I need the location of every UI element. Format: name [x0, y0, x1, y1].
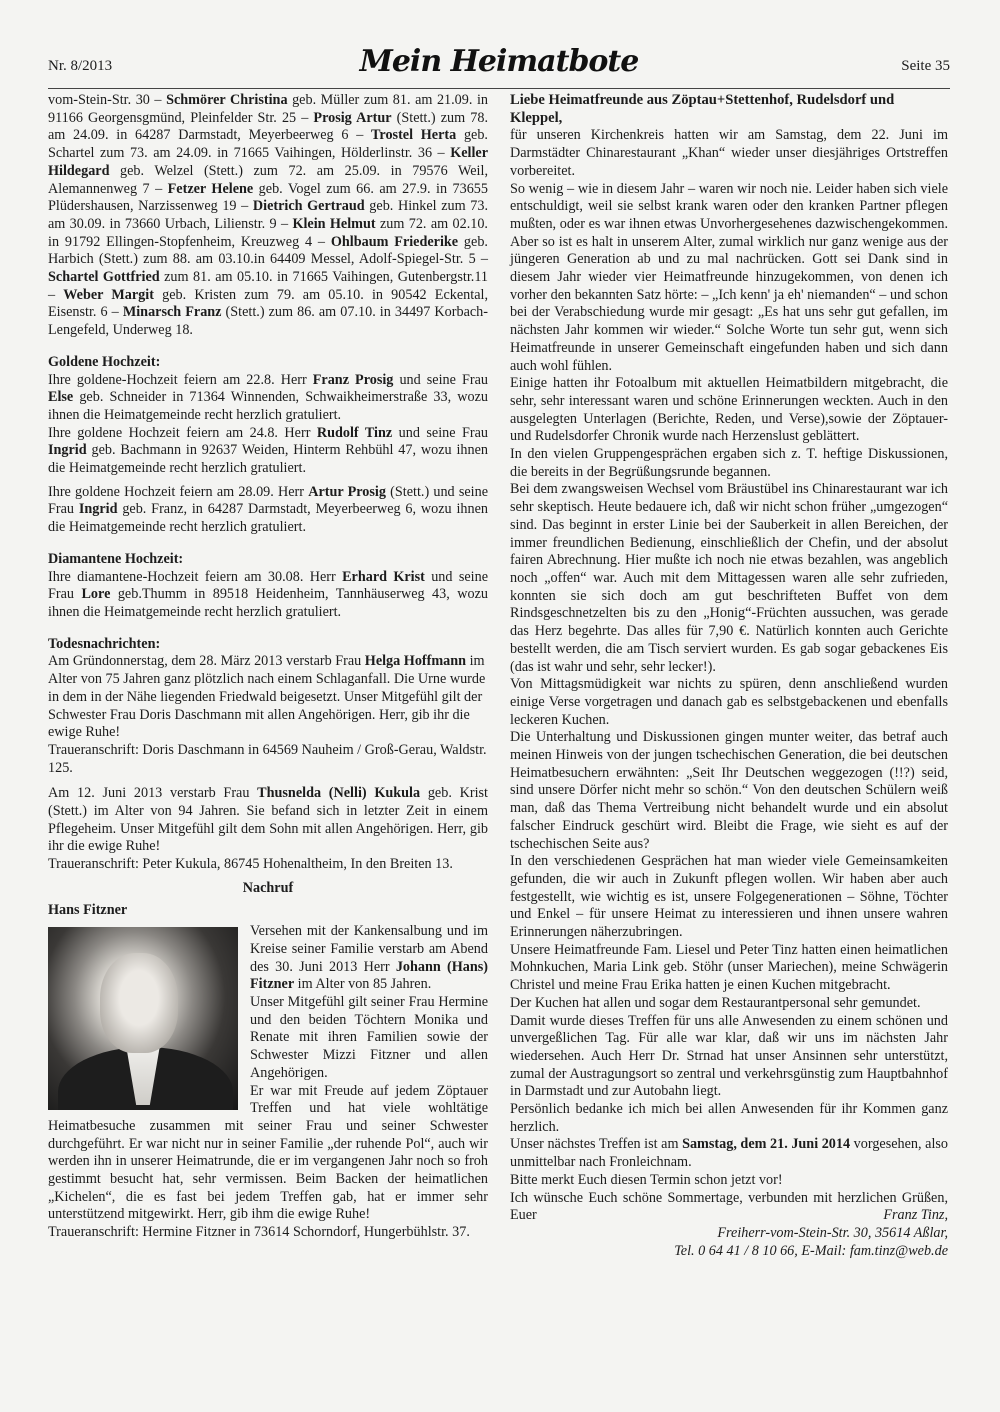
letter-title: Liebe Heimatfreunde aus Zöptau+Stettenhof, Rudelsdorf und Kleppel,: [510, 92, 895, 126]
obituary-address: Traueranschrift: Doris Daschmann in 64569 Nauheim / Groß-Gerau, Waldstr. 125.: [48, 741, 487, 776]
text-run: (Stett.) zum 86. am 07.10. in 34497 Korbach-Lengefeld, Underweg 18.: [48, 304, 488, 339]
name-bold: Artur Prosig: [308, 483, 386, 500]
text-run: Ihre diamantene-Hochzeit feiern am 30.08. Herr: [48, 568, 343, 585]
name-bold: Lore: [81, 586, 111, 603]
text-run: Ihre goldene-Hochzeit feiern am 22.8. Herr: [48, 371, 313, 388]
nachruf-paragraph: Er war mit Freude auf jedem Zöptauer Treffen und hat viele wohltätige Heimatbesuche zusammen mit seiner Frau und seiner Schwester durchgeführt. Er war nicht nur in seiner Familie „der ruhende Pol“, auch wir werden ihn in unserer Heimatrunde, die er im vergangenen Jahr noch so froh gestimmt besucht hat, sehr vermissen. Beim Backen der heimatlichen „Kichelen“, die es fast bei jedem Treffen gab, hat er immer sehr unterstützend mitgewirkt. Herr, gib ihm die ewige Ruhe!: [48, 1082, 488, 1223]
text-run: zum 72. am 02.10. in 91792 Ellingen-Stopfenheim, Kreuzweg 4 –: [48, 215, 488, 250]
text-run: geb. Harbich (Stett.) zum 88. am 03.10.in 64409 Messel, Adolf-Spiegel-Str. 5 –: [48, 233, 488, 268]
birthday-list: [48, 92, 488, 340]
nachruf-paragraph: Unser Mitgefühl gilt seiner Frau Hermine und den beiden Töchtern Monika und Renate mit ihren Familien sowie der Schwester Mizzi Fitzner und allen Angehörigen.: [250, 994, 488, 1081]
text-run: und seine Frau: [392, 424, 488, 441]
text-run: geb.Thumm in 89518 Heidenheim, Tannhäuserweg 43, wozu ihnen die Heimatgemeinde recht herzlich gratuliert.: [48, 586, 488, 620]
letter-paragraph: Einige hatten ihr Fotoalbum mit aktuellen Heimatbildern mitgebracht, die sehr, sehr interessant waren und schöne Erinnerungen weckten. Auch in den ausgelegten Unterlagen (Berichte, Reden, und Verse),sowie der Zöptauer- und Rudelsdorfer Chronik wurde nach Herzenslust geblättert.: [510, 375, 948, 445]
next-meeting: [510, 1136, 948, 1171]
text-run: geb. Bachmann in 92637 Weiden, Hinterm Rehbühl 47, wozu ihnen die Heimatgemeinde recht herzlich gratuliert.: [48, 442, 488, 477]
name-bold: Samstag, dem 21. Juni 2014: [682, 1136, 851, 1153]
nachruf-address: Traueranschrift: Hermine Fitzner in 73614 Schorndorf, Hungerbühlstr. 37.: [48, 1224, 470, 1241]
text-run: Am Gründonnerstag, dem 28. März 2013 verstarb Frau: [48, 653, 365, 670]
text-run: (Stett.) und seine Frau: [48, 483, 488, 518]
name-bold: Helga Hoffmann: [364, 653, 467, 670]
text-run: und seine Frau: [48, 568, 488, 603]
name-bold: Dietrich Gertraud: [252, 198, 365, 215]
obituary-entry: [48, 653, 488, 742]
text-run: Versehen mit der Kankensalbung und im Kreise seiner Familie verstarb am Abend des 30. Juni 2013 Herr: [250, 923, 488, 975]
nachruf-name: Hans Fitzner: [48, 901, 128, 918]
diamond-wedding-entry: [48, 569, 488, 622]
issue-number: Nr. 8/2013: [48, 58, 113, 74]
reminder: Bitte merkt Euch diesen Termin schon jetzt vor!: [510, 1171, 783, 1188]
letter-paragraph: Unsere Heimatfreunde Fam. Liesel und Peter Tinz hatten einen heimatlichen Mohnkuchen, Maria Link geb. Stöhr (unser Mariechen), meine Schwägerin Christel und meine Frau Erika hatten je einen Kuchen mitgebracht.: [510, 941, 948, 994]
text-run: vom-Stein-Str. 30 –: [48, 92, 167, 108]
letter-paragraph: Der Kuchen hat allen und sogar dem Restaurantpersonal sehr gemundet.: [510, 994, 921, 1011]
name-bold: Fetzer Helene: [167, 180, 254, 197]
name-bold: Schartel Gottfried: [48, 269, 160, 286]
page-number: Seite 35: [901, 58, 950, 74]
name-bold: Ohlbaum Friederike: [330, 233, 459, 250]
right-column: [510, 92, 948, 1260]
letter-paragraph: In den verschiedenen Gesprächen hat man wieder viele Gemeinsamkeiten gefunden, die wir auch in Zukunft pflegen wollen. Wir haben aber auch festgestellt, wie wichtig es ist, unsere Folgegenerationen – Söhne, Töchter und Enkel – für unsere Heimat zu interessieren und ihnen unsere wahren Erinnerungen näherzubringen.: [510, 853, 948, 941]
text-run: im Alter von 85 Jahren.: [294, 976, 432, 993]
name-bold: Johann (Hans) Fitzner: [250, 958, 488, 993]
nachruf-heading: Nachruf: [242, 879, 294, 896]
name-bold: Ingrid: [48, 442, 87, 459]
closing: Ich wünsche Euch schöne Sommertage, verbunden mit herzlichen Grüßen, Euer: [510, 1189, 948, 1224]
text-run: vorgesehen, also unmittelbar nach Fronleichnam.: [510, 1136, 948, 1171]
signature-contact: Tel. 0 64 41 / 8 10 66, E-Mail: fam.tinz@web.de: [674, 1242, 948, 1259]
text-run: geb. Welzel (Stett.) zum 72. am 25.09. in 79576 Weil, Alemannenweg 7 –: [48, 162, 488, 197]
masthead-logo: Mein Heimatbote: [359, 44, 639, 79]
header-rule: [48, 88, 950, 89]
letter-paragraph: Damit wurde dieses Treffen für uns alle Anwesenden zu einem schönen und unvergeßlichen Tag. Für alle war klar, daß wir uns im nächsten Jahr wiedersehen. Auch Herr Dr. Strnad hat unser Ansinnen sehr unterstützt, zumal der Austragungsort so zentral und verkehrsgünstig zum Hauptbahnhof in Darmstadt und zur Autobahn liegt.: [510, 1012, 948, 1100]
text-run: geb. Hinkel zum 73. am 30.09. in 73660 Urbach, Lilienstr. 9 –: [48, 198, 488, 232]
letter-paragraph: Bei dem zwangsweisen Wechsel vom Bräustübel ins Chinarestaurant war ich sehr skeptisch. Heute bedauere ich, daß wir nicht schon früher „umgezogen“ sind. Das beginnt in erster Linie bei der Sauberkeit in allen Bereichen, der immer freundlichen Bedienung, einschließlich der Chefin, und der absolut fairen Abrechnung. Hier mußte ich noch nie etwas bezahlen, was angeblich noch „offen“ war. Auch mit dem Mittagessen waren alle sehr zufrieden, konnten sie sich doch am gut beschrifteten Buffet von dem Rindsgeschnetzelten bis zu den „Honig“-Früchten aussuchen, was gerade das Herz begehrte. Das alles für 7,90 €. Natürlich konnten auch Gerichte bestellt werden, die am Tisch serviert wurden. Es gab sogar gebackenes Eis (das ist wahr und sehr, sehr lecker!).: [510, 481, 948, 675]
name-bold: Keller Hildegard: [48, 145, 488, 179]
letter-paragraph: Von Mittagsmüdigkeit war nichts zu spüren, denn anschließend wurden einige Verse vorgetragen und danach gab es selbstgebackenen und ebenfalls leckeren Kuchen.: [510, 676, 948, 728]
name-bold: Schmörer Christina: [166, 92, 288, 108]
golden-wedding-entry: [48, 484, 488, 537]
portrait-photo: [48, 927, 238, 1110]
name-bold: Weber Margit: [63, 286, 154, 303]
page-header: [48, 44, 950, 84]
text-run: geb. Krist (Stett.) im Alter von 94 Jahren. Sie befand sich in letzter Zeit in einem Pflegeheim. Unser Mitgefühl gilt dem Sohn mit allen Angehörigen. Herr, gib ihr die ewige Ruhe!: [48, 785, 488, 855]
text-run: (Stett.) zum 78. am 24.09. in 64287 Darmstadt, Meyerbeerweg 6 –: [48, 109, 488, 144]
text-run: geb. Franz, in 64287 Darmstadt, Meyerbeerweg 6, wozu ihnen die Heimatgemeinde recht herzlich gratuliert.: [48, 501, 488, 536]
name-bold: Prosig Artur: [313, 109, 392, 126]
signature-address: Freiherr-vom-Stein-Str. 30, 35614 Aßlar,: [717, 1225, 948, 1242]
name-bold: Ingrid: [78, 501, 118, 518]
name-bold: Erhard Krist: [342, 568, 425, 585]
text-run: geb. Kristen zum 79. am 05.10. in 90542 Eckental, Eisenstr. 6 –: [48, 286, 488, 321]
text-run: geb. Schneider in 71364 Winnenden, Schwaikheimerstraße 33, wozu ihnen die Heimatgemeinde recht herzlich gratuliert.: [48, 389, 488, 423]
text-run: Ihre goldene Hochzeit feiern am 24.8. Herr: [48, 424, 317, 441]
name-bold: Franz Prosig: [312, 371, 394, 388]
text-run: geb. Schartel zum 73. am 24.09. in 71665 Vaihingen, Hölderlinstr. 36 –: [48, 127, 488, 162]
name-bold: Klein Helmut: [292, 215, 376, 232]
text-run: und seine Frau: [393, 371, 488, 388]
text-run: geb. Müller zum 81. am 21.09. in 91166 Georgensgmünd, Pleinfelder Str. 25 –: [48, 92, 488, 126]
text-run: Ihre goldene Hochzeit feiern am 28.09. Herr: [48, 483, 309, 500]
obituaries-heading: Todesnachrichten:: [48, 635, 161, 652]
obituary-address: Traueranschrift: Peter Kukula, 86745 Hohenaltheim, In den Breiten 13.: [48, 856, 453, 873]
text-run: zum 81. am 05.10. in 71665 Vaihingen, Gutenbergstr.11 –: [48, 269, 488, 303]
name-bold: Else: [48, 389, 74, 406]
left-column: [48, 92, 488, 1242]
diamond-wedding-heading: Diamantene Hochzeit:: [48, 550, 184, 567]
text-run: Unser nächstes Treffen ist am: [510, 1136, 683, 1153]
letter-paragraph: Die Unterhaltung und Diskussionen gingen munter weiter, das betraf auch meinen Hinweis von der jungen tschechischen Generation, die bei deutschen Heimatbesuchern erwähnten: „Seit Ihr Deutschen weggezogen (!!?) seid, sind unsere Dörfer nicht mehr so schön.“ Von den deutschen Schülern weiß man, daß das Thema Vertreibung nicht behandelt wurde und ein absolut falscher Eindruck geschürt wird. Bleibt die Frage, wie sieht es auf der tschechischen Seite aus?: [510, 729, 948, 852]
letter-body: [510, 127, 948, 1136]
name-bold: Rudolf Tinz: [316, 424, 393, 441]
name-bold: Minarsch Franz: [122, 304, 222, 321]
letter-paragraph: In den vielen Gruppengesprächen ergaben sich z. T. heftige Diskussionen, die bereits in der Begrüßungsrunde begannen.: [510, 446, 948, 480]
golden-wedding-heading: Goldene Hochzeit:: [48, 353, 161, 370]
name-bold: Thusnelda (Nelli) Kukula: [257, 785, 421, 802]
name-bold: Trostel Herta: [371, 127, 457, 144]
letter-paragraph: Persönlich bedanke ich mich bei allen Anwesenden für ihr Kommen ganz herzlich.: [510, 1101, 948, 1135]
golden-wedding-entry: [48, 372, 488, 425]
obituary-entry: [48, 785, 488, 856]
signature-name: Franz Tinz,: [883, 1207, 948, 1224]
letter-paragraph: für unseren Kirchenkreis hatten wir am Samstag, dem 22. Juni im Darmstädter Chinarestaurant „Khan“ wieder unser diesjähriges Ortstreffen vorbereitet.: [510, 127, 948, 179]
text-run: geb. Vogel zum 66. am 27.9. in 73655 Plüdershausen, Narzissenweg 19 –: [48, 180, 488, 215]
text-run: Am 12. Juni 2013 verstarb Frau: [48, 785, 258, 802]
golden-wedding-entry: [48, 425, 488, 478]
letter-paragraph: So wenig – wie in diesem Jahr – waren wir noch nie. Leider haben sich viele entschuldigt, weil sie selbst krank waren oder den kranken Partner pflegen mußten, oder es war ihnen etwas Unvorhergesehenes dazwischengekommen. Aber so ist es halt in unserem Alter, zumal wirklich nur ganz wenige aus der jüngeren Generation ab und zu mal nachrücken. Gott sei Dank sind in diesem Jahr wieder vier Heimatfreunde hinzugekommen, von denen ich vorher den bekannten Satz hörte: – „Ich kenn' ja eh' niemanden“ – und schon bei der Verabschiedung wurde mir gesagt: „Es hat uns sehr gut gefallen, im nächsten Jahr kommen wir wieder.“ Solche Worte tun sehr gut, wenn sich Heimatfreunde in unserer Gemeinschaft eingefunden haben und sich dann auch wohl fühlen.: [510, 180, 948, 374]
text-run: im Alter von 75 Jahren ganz plötzlich nach einem Schlaganfall. Die Urne wurde in dem in der Nähe liegenden Friedwald beigesetzt. Unser Mitgefühl gilt der Schwester Frau Doris Daschmann mit allen Angehörigen. Herr, gib ihr die ewige Ruhe!: [48, 653, 486, 741]
